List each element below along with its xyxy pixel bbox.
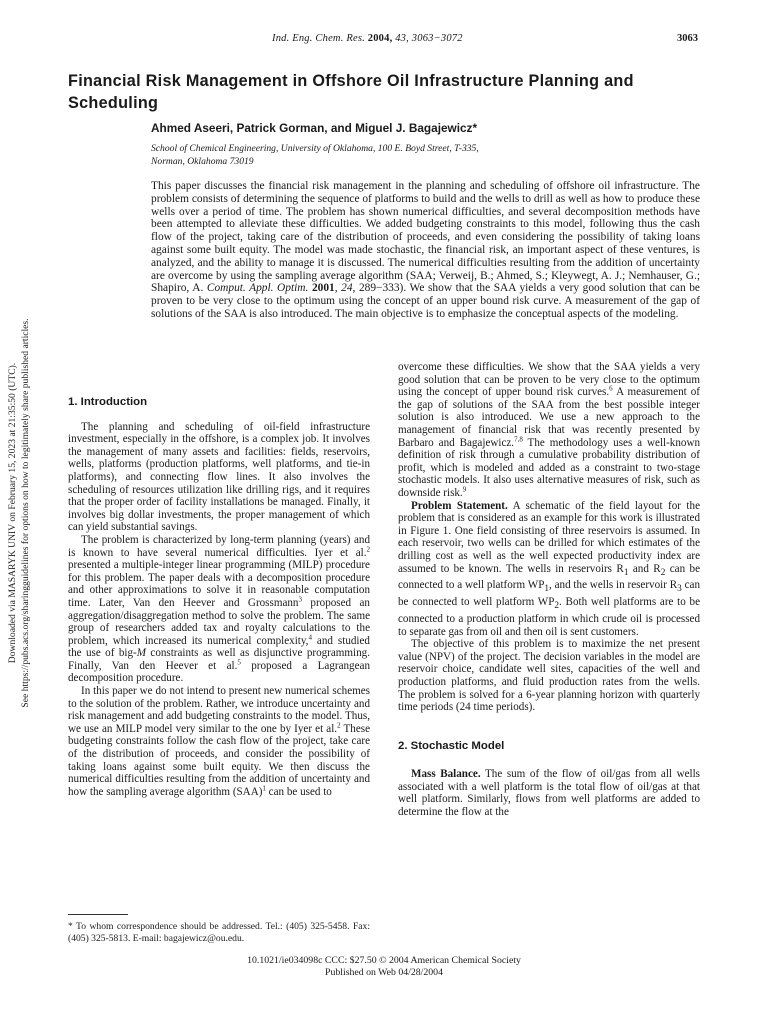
paragraph: Mass Balance. The sum of the flow of oil/gas from all wells associated with a well platform is the total flow of oil/gas at that well platform. Similarly, flows from well platforms are added to determine the flow at the xyxy=(398,768,701,819)
left-column xyxy=(68,396,370,798)
paragraph: The objective of this problem is to maximize the net present value (NPV) of the project. The decision variables in the model are reservoir choice, candidate well sites, capacities of the well and production platforms, and fluid production rates from the wells. The problem is solved for a 6-year planning horizon with quarterly time periods (24 time periods). xyxy=(398,638,700,714)
affiliation-line: Norman, Oklahoma 73019 xyxy=(151,155,254,167)
abstract-text: This paper discusses the financial risk management in the planning and scheduling of offshore oil infrastructure. The problem consists of determining the sequence of platforms to build and the wells to drill as well as how to produce these wells over a period of time. The problem has shown numerical difficulties, and several decomposition methods have been attempted to alleviate these difficulties. We added budgeting constraints to this model, following thus the cash flow of the project, taking care of the distribution of proceeds, and even considering the possibility of taking loans against some built equity. The model was made stochastic, the financial risk, an important aspect of these ventures, is analyzed, and the ability to manage it is discussed. The numerical difficulties resulting from the addition of uncertainty are overcome by using the sampling average algorithm (SAA; Verweij, B.; Ahmed, S.; Kleywegt, A. J.; Nemhauser, G.; Shapiro, A. xyxy=(151,180,700,295)
right-column xyxy=(398,361,700,819)
article-title: Financial Risk Management in Offshore Oil Infrastructure Planning and Scheduling xyxy=(68,72,634,112)
abstract: This paper discusses the financial risk management in the planning and scheduling of offshore oil infrastructure. The problem consists of determining the sequence of platforms to build and the wells to drill as well as how to produce these wells over a period of time. The problem has shown numerical difficulties, and several decomposition methods have been attempted to alleviate these difficulties. We added budgeting constraints to this model, following thus the cash flow of the project, taking care of the distribution of proceeds, and even considering the possibility of taking loans against some built equity. The model was made stochastic, the financial risk, an important aspect of these ventures, is analyzed, and the ability to manage it is discussed. The numerical difficulties resulting from the addition of uncertainty are overcome by using the sampling average algorithm (SAA; Verweij, B.; Ahmed, S.; Kleywegt, A. J.; Nemhauser, G.; Shapiro, A. Comput. Appl. Optim. 2001, 24, 289−333). We show that the SAA yields a very good solution that can be proven to be very close to the optimum using the concept of an upper bound risk curve. A measurement of the gap of solutions of the SAA is also introduced. The main objective is to emphasize the conceptual aspects of the modeling. xyxy=(151,180,700,320)
reference-link[interactable]: 3 xyxy=(298,595,302,604)
reference-link[interactable]: 6 xyxy=(609,384,613,393)
reference-link[interactable]: 5 xyxy=(237,658,241,667)
doi-copyright-line[interactable]: 10.1021/ie034098c CCC: $27.50 © 2004 American Chemical Society xyxy=(247,955,521,966)
reference-link[interactable]: 9 xyxy=(462,485,467,494)
journal-pages: 3063−3072 xyxy=(411,33,463,44)
footnote-divider xyxy=(68,914,128,915)
download-notice xyxy=(6,303,36,723)
journal-volume: 43, xyxy=(395,33,409,44)
citation-year: 2001 xyxy=(311,282,335,295)
reference-link[interactable]: 1 xyxy=(262,784,266,793)
download-notice-line: Downloaded via MASARYK UNIV on February 15, 2023 at 21:35:50 (UTC). xyxy=(7,362,18,664)
reference-link[interactable]: 7,8 xyxy=(514,434,523,443)
affiliation xyxy=(151,143,631,168)
reference-link[interactable]: 2 xyxy=(337,721,341,730)
paragraph: In this paper we do not intend to present new numerical schemes to the solution of the problem. Rather, we introduce uncertainty and risk management and add budgeting constraints to the model. Thus, we use an MILP model very similar to the one by Iyer et al.$^2$ These budgeting constraints follow the cash flow of the project, take care of the distribution of proceeds, and consider the possibility of taking loans against some built equity. We then discuss the numerical difficulties resulting from the addition of uncertainty and how the sampling average algorithm (SAA)$^1$ can be used to xyxy=(68,685,370,798)
reference-link[interactable]: 2 xyxy=(366,544,370,553)
run-in-heading: Problem Statement. xyxy=(411,499,508,512)
journal-year: 2004, xyxy=(367,33,393,44)
running-head xyxy=(272,33,698,44)
citation-journal: Comput. Appl. Optim. xyxy=(206,282,309,295)
paragraph: The planning and scheduling of oil-field infrastructure investment, especially in the offshore, is a complex job. It involves the management of many assets and facilities: fields, reservoirs, wells, platforms (production platforms, well platforms, and tie-in platforms), and connecting flow lines. It also involves the scheduling of resources utilization like drilling rigs, and it requires that the proper order of facility installations be managed. Finally, it involves big dollar investments, the proper management of which can yield substantial savings. xyxy=(68,420,370,534)
section-heading: 2. Stochastic Model xyxy=(398,739,505,752)
reference-link[interactable]: 4 xyxy=(308,633,312,641)
publication-date: Published on Web 04/28/2004 xyxy=(325,967,443,978)
paragraph: overcome these difficulties. We show that the SAA yields a very good solution that can be proven to be very close to the optimum using the concept of upper bound risk curves.$^6$ A measurement of the gap of solutions of the SAA from the best possible integer solution is also introduced. We use a new approach to the management of financial risk that was recently presented by Barbaro and Bagajewicz.$^{7,8}$ The methodology uses a well-known definition of risk through a cumulative probability distribution of profit, which is modeled and added as a constraint to two-stage stochastic models. It also uses alternative measures of risk, such as downside risk.$^9$ xyxy=(398,361,701,499)
affiliation-line: School of Chemical Engineering, University of Oklahoma, 100 E. Boyd Street, T-335, xyxy=(151,143,479,154)
page-number: 3063 xyxy=(677,33,698,44)
page-footer xyxy=(150,955,618,979)
journal-name: Ind. Eng. Chem. Res. xyxy=(272,33,365,44)
author-list: Ahmed Aseeri, Patrick Gorman, and Miguel J. Bagajewicz* xyxy=(151,121,478,135)
citation-volume: 24 xyxy=(341,282,353,295)
paragraph: Problem Statement. A schematic of the field layout for the problem that is considered as an example for this work is illustrated in Figure 1. One field consisting of three reservoirs is assumed. In each reservoir, two wells can be drilled for which estimates of the drilling cost as well as the well expected productivity index are assumed to be known. The wells in reservoirs $R_1$ and $R_2$ can be connected to a well platform $WP_1$, and the wells in reservoir $R_3$ can be connected to well platform $WP_2$. Both well platforms are to be connected to a production platform in which crude oil is processed to separate gas from oil and then oil is sent customers. xyxy=(398,499,701,638)
correspondence-footnote: * To whom correspondence should be addressed. Tel.: (405) 325-5458. Fax: (405) 325-5813. E-mail: bagajewicz@ou.edu. xyxy=(68,921,370,945)
abstract-text: , 289−333). We show that the SAA yields a very good solution that can be proven to be very close to the optimum using the concept of an upper bound risk curve. A measurement of the gap of solutions of the SAA is also introduced. The main objective is to emphasize the conceptual aspects of the modeling. xyxy=(151,282,700,320)
section-heading: 1. Introduction xyxy=(68,396,148,408)
sharing-guidelines-link[interactable]: See https://pubs.acs.org/sharingguidelines for options on how to legitimately share published articles. xyxy=(20,318,31,708)
paragraph: The problem is characterized by long-term planning (years) and is known to have several numerical difficulties. Iyer et al.$^2$ presented a multiple-integer linear programming (MILP) procedure for this problem. The paper deals with a decomposition procedure and other approximations to solve it in reasonable computation time. Later, Van den Heever and Grossmann$^3$ proposed an aggregation/disaggregation method to solve the problem. The same group of researchers added tax and royalty calculations to the problem, which increased its numerical complexity,$^4$ and studied the use of big-M constraints as well as disjunctive programming. Finally, Van den Heever et al.$^5$ proposed a Lagrangean decomposition procedure. xyxy=(68,533,370,685)
run-in-heading: Mass Balance. xyxy=(411,768,481,781)
